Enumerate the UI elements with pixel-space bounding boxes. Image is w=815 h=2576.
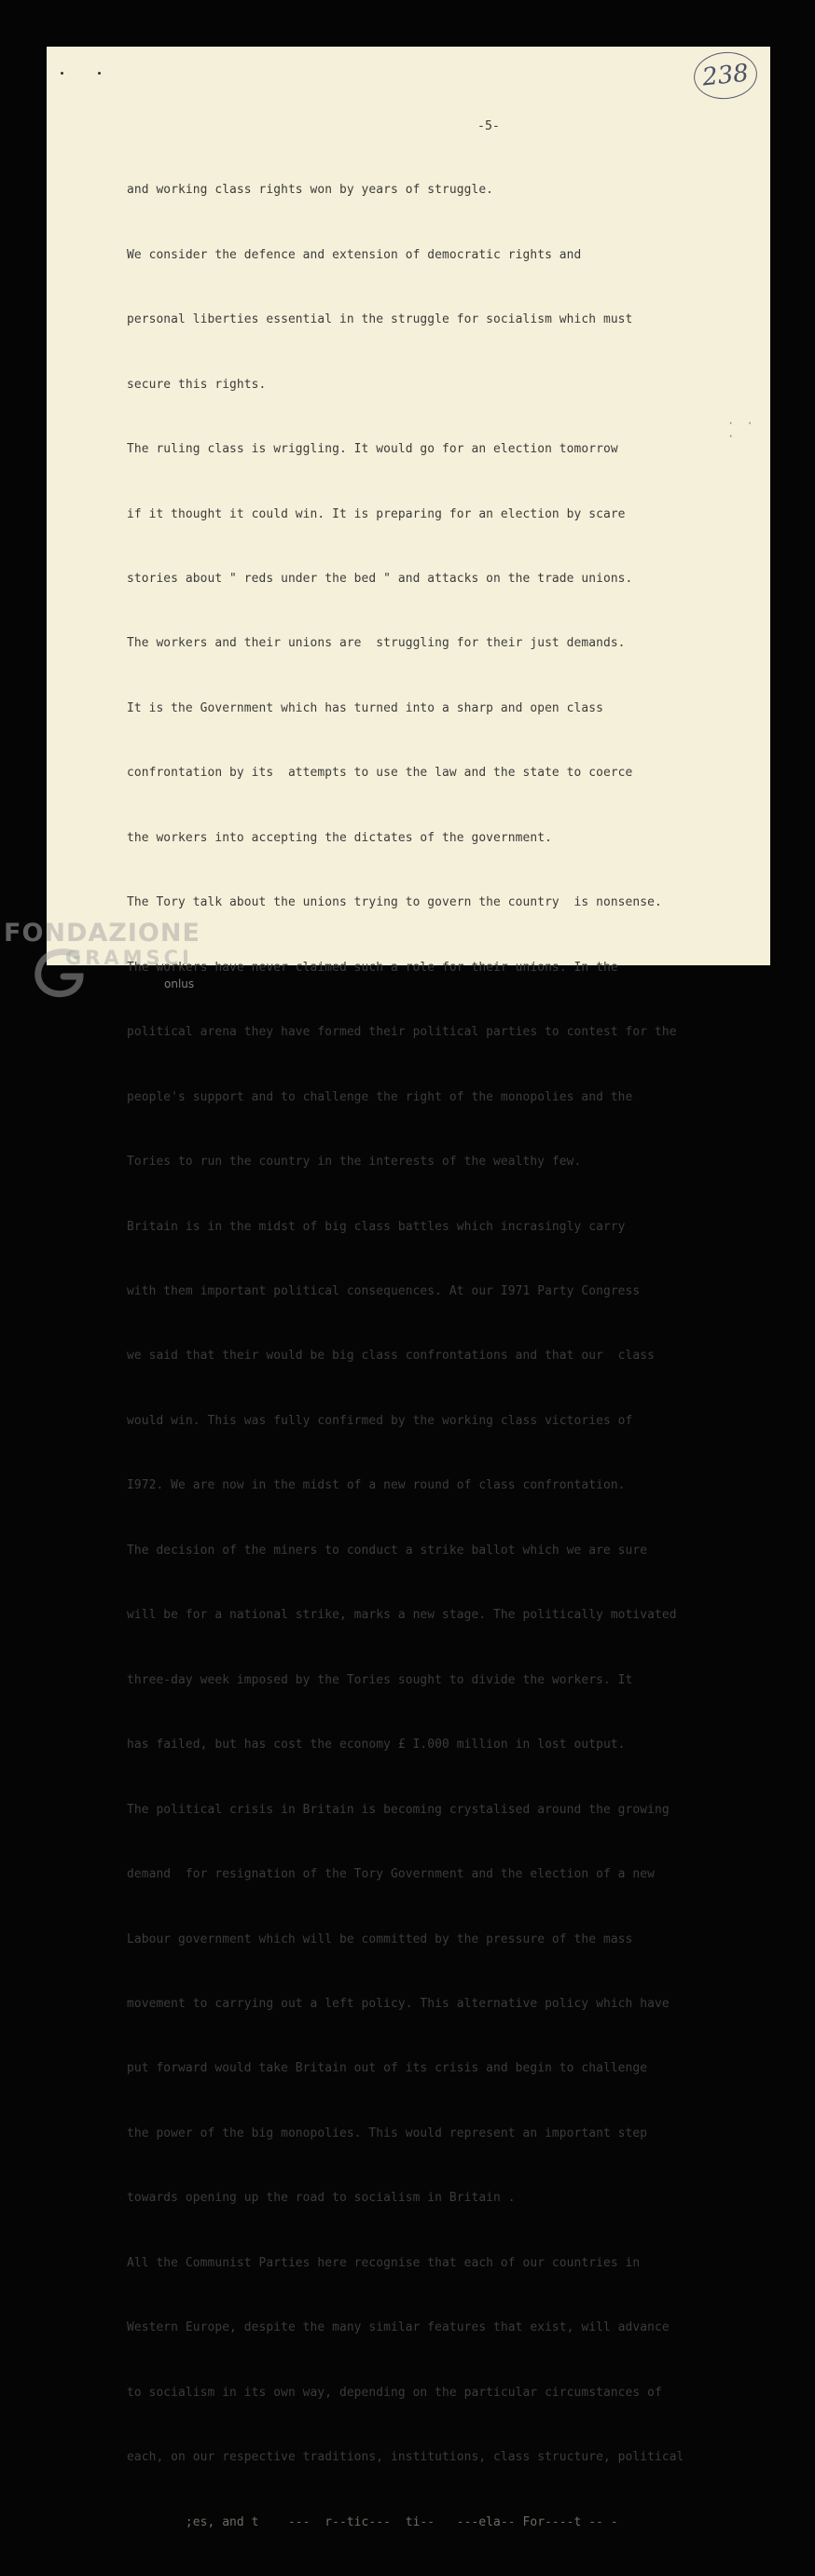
text-line: confrontation by its attempts to use the law and the state to coerce <box>127 766 633 781</box>
watermark-title: FONDAZIONE <box>4 919 200 948</box>
text-line: three-day week imposed by the Tories sought to divide the workers. It <box>127 1672 633 1687</box>
watermark-subtitle: GRAMSCI <box>65 947 193 969</box>
fondazione-gramsci-watermark <box>4 919 218 1003</box>
text-line: We consider the defence and extension of democratic rights and <box>127 247 582 262</box>
text-line: Tories to run the country in the interests of the wealthy few. <box>127 1155 582 1170</box>
text-line: The political crisis in Britain is becoming crystalised around the growing <box>127 1802 670 1817</box>
text-line: people's support and to challenge the right of the monopolies and the <box>127 1089 633 1104</box>
text-line: political arena they have formed their political parties to contest for the <box>127 1025 677 1040</box>
text-line: personal liberties essential in the struggle for socialism which must <box>127 312 633 327</box>
text-line: towards opening up the road to socialism in Britain . <box>127 2191 516 2206</box>
margin-speckles: · · · <box>727 417 756 443</box>
text-line-partial: ;es, and t --- r--tic--- ti-- ---ela-- For----t -- - <box>127 2514 618 2529</box>
text-line: I972. We are now in the midst of a new round of class confrontation. <box>127 1478 626 1493</box>
text-line: demand for resignation of the Tory Government and the election of a new <box>127 1867 655 1882</box>
text-line: and working class rights won by years of struggle. <box>127 183 494 198</box>
text-line: movement to carrying out a left policy. This alternative policy which have <box>127 1997 670 2011</box>
text-line: will be for a national strike, marks a new stage. The politically motivated <box>127 1608 677 1623</box>
text-line: to socialism in its own way, depending on the particular circumstances of <box>127 2385 662 2400</box>
text-line: stories about " reds under the bed " and attacks on the trade unions. <box>127 572 633 587</box>
text-line: the workers into accepting the dictates of the government. <box>127 830 552 845</box>
archive-page-stamp: 238 <box>692 49 760 103</box>
text-line: has failed, but has cost the economy £ I.000 million in lost output. <box>127 1738 626 1752</box>
text-line: secure this rights. <box>127 377 267 392</box>
text-line: Western Europe, despite the many similar features that exist, will advance <box>127 2320 670 2335</box>
text-line: It is the Government which has turned into a sharp and open class <box>127 700 603 715</box>
page-number: -5- <box>477 119 500 133</box>
text-line: we said that their would be big class confrontations and that our class <box>127 1349 655 1364</box>
watermark-suffix: onlus <box>164 977 195 990</box>
text-line: The Tory talk about the unions trying to govern the country is nonsense. <box>127 895 662 910</box>
text-line: Labour government which will be committed by the pressure of the mass <box>127 1932 633 1946</box>
text-line: All the Communist Parties here recognise that each of our countries in <box>127 2255 641 2270</box>
text-line: the power of the big monopolies. This would represent an important step <box>127 2126 648 2140</box>
margin-mark <box>61 72 63 75</box>
text-line: if it thought it could win. It is preparing for an election by scare <box>127 506 626 521</box>
text-line: The workers and their unions are struggling for their just demands. <box>127 636 626 651</box>
text-line: The workers have never claimed such a role for their unions. In the <box>127 960 618 975</box>
text-line: put forward would take Britain out of its crisis and begin to challenge <box>127 2061 648 2076</box>
margin-mark <box>98 72 101 75</box>
text-line: The ruling class is wriggling. It would go for an election tomorrow <box>127 442 618 457</box>
text-line: The decision of the miners to conduct a strike ballot which we are sure <box>127 1543 648 1558</box>
text-line: would win. This was fully confirmed by the working class victories of <box>127 1413 633 1428</box>
text-line: each, on our respective traditions, institutions, class structure, political <box>127 2450 684 2465</box>
typewritten-body <box>127 136 761 2576</box>
text-line: with them important political consequences. At our I971 Party Congress <box>127 1284 641 1299</box>
text-line: Britain is in the midst of big class battles which incrasingly carry <box>127 1219 626 1234</box>
